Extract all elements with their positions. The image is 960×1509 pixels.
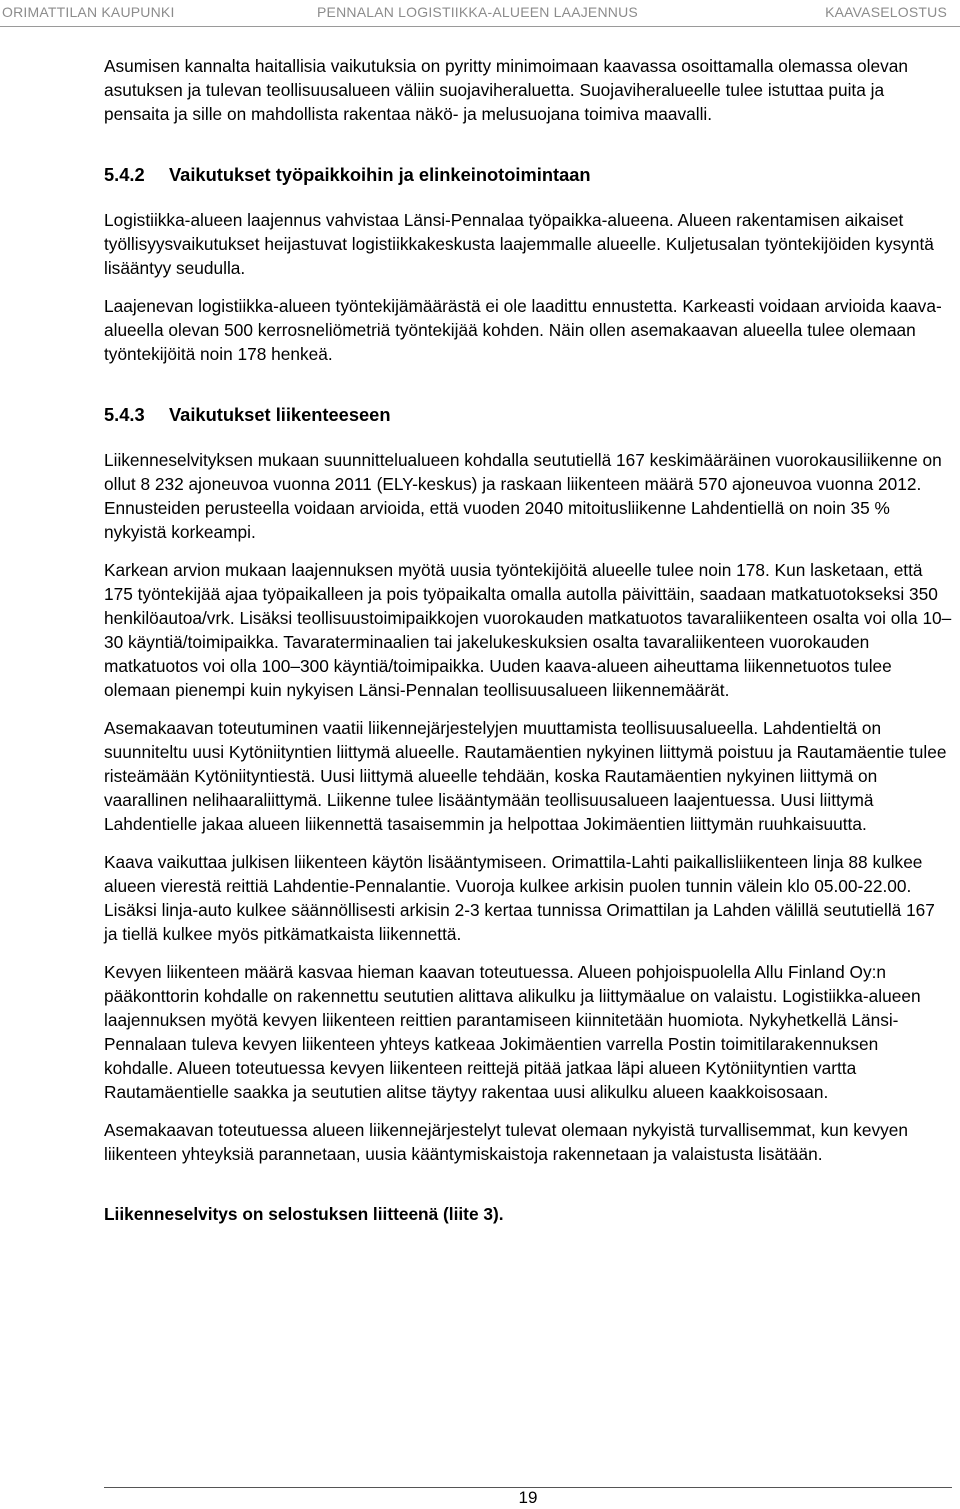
paragraph: Liikenneselvityksen mukaan suunnittelualueen kohdalla seututiellä 167 keskimääräinen vuorokausiliikenne on ollut 8 232 ajoneuvoa vuonna 2011 (ELY-keskus) ja raskaan liikenteen määrä 570 ajoneuvoa vuonna 2012. Ennusteiden perusteella voidaan arvioida, että vuoden 2040 mitoitusliikenne Lahdentiellä on noin 35 % nykyistä korkeampi. (104, 450, 942, 542)
section-number: 5.4.2 (104, 164, 145, 185)
paragraph: Asemakaavan toteutuessa alueen liikennejärjestelyt tulevat olemaan nykyistä turvallisemmat, kun kevyen liikenteen yhteyksiä parannetaan, uusia kääntymiskaistoja rakennetaan ja valaistusta lisätään. (104, 1120, 908, 1164)
page-header (0, 0, 960, 27)
section-title: Vaikutukset työpaikkoihin ja elinkeinotoimintaan (169, 164, 591, 185)
appendix-note: Liikenneselvitys on selostuksen liitteenä (liite 3). (104, 1204, 504, 1224)
paragraph: Karkean arvion mukaan laajennuksen myötä uusia työntekijöitä alueelle tulee noin 178. Kun lasketaan, että 175 työntekijää ajaa työpaikalleen ja pois työpaikalta omalla autolla päivittäin, saadaan matkatuotokseksi 350 henkilöautoa/vrk. Lisäksi teollisuustoimipaikkojen vuorokauden matkatuotos tavaraliikenteen osalta voi olla 10–30 käyntiä/toimipaikka. Tavaraterminaalien tai jakelukeskuksien osalta tavaraliikenteen vuorokauden matkatuotos voi olla 100–300 käyntiä/toimipaikka. Uuden kaava-alueen aiheuttama liikennetuotos tulee olemaan pienempi kuin nykyisen Länsi-Pennalan teollisuusalueen liikennemäärät. (104, 560, 952, 700)
intro-paragraph: Asumisen kannalta haitallisia vaikutuksia on pyritty minimoimaan kaavassa osoittamalla olemassa olevan asutuksen ja tulevan teollisuusalueen väliin suojaviheraluetta. Suojaviheralueelle tulee istuttaa puita ja pensaita ja sille on mahdollista rakentaa näkö- ja melusuojana toimiva maavalli. (104, 56, 908, 124)
paragraph: Asemakaavan toteutuminen vaatii liikennejärjestelyjen muuttamista teollisuusalueella. Lahdentieltä on suunniteltu uusi Kytöniityntien liittymä alueelle. Rautamäentien nykyinen liittymä poistuu ja Rautamäentie tulee risteämään Kytöniityntiestä. Uusi liittymä alueelle tehdään, koska Rautamäentien nykyinen liittymä on vaarallinen nelihaaraliittymä. Liikenne tulee lisääntymään teollisuusalueen laajentuessa. Uusi liittymä Lahdentielle jakaa alueen liikennettä tasaisemmin ja helpottaa Jokimäentien liittymän ruuhkaisuutta. (104, 718, 947, 834)
section-title: Vaikutukset liikenteeseen (169, 404, 391, 425)
paragraph: Kaava vaikuttaa julkisen liikenteen käytön lisääntymiseen. Orimattila-Lahti paikallisliikenteen linja 88 kulkee alueen vierestä reittiä Lahdentie-Pennalantie. Vuoroja kulkee arkisin puolen tunnin välein klo 05.00-22.00. Lisäksi linja-auto kulkee säännöllisesti arkisin 2-3 kertaa tunnissa Orimattilan ja Lahden välillä seututiellä 167 ja tiellä kulkee myös pitkämatkaista liikennettä. (104, 852, 935, 944)
paragraph: Kevyen liikenteen määrä kasvaa hieman kaavan toteutuessa. Alueen pohjoispuolella Allu Finland Oy:n pääkonttorin kohdalle on rakennettu seututien alittava alikulku ja liittymäalue on valaistu. Logistiikka-alueen laajennuksen myötä kevyen liikenteen reittien parantamiseen kiinnitetään huomiota. Nykyhetkellä Länsi-Pennalaan tuleva kevyen liikenteen yhteys katkeaa Jokimäentien varrella Postin toimitilarakennuksen kohdalle. Alueen toteutuessa kevyen liikenteen reittejä pitää jatkaa läpi alueen Kytöniityntien vartta Rautamäentielle saakka ja seututien alitse täytyy rakentaa uusi alikulku alueen kaakkoisosaan. (104, 962, 921, 1102)
paragraph: Logistiikka-alueen laajennus vahvistaa Länsi-Pennalaa työpaikka-alueena. Alueen rakentamisen aikaiset työllisyysvaikutukset heijastuvat logistiikkakeskusta laajemmalle alueelle. Kuljetusalan työntekijöiden kysyntä lisääntyy seudulla. (104, 210, 934, 278)
section-number: 5.4.3 (104, 404, 145, 425)
paragraph: Laajenevan logistiikka-alueen työntekijämäärästä ei ole laadittu ennustetta. Karkeasti voidaan arvioida kaava-alueella olevan 500 kerrosneliömetriä työntekijää kohden. Näin ollen asemakaavan alueella tulee olemaan työntekijöitä noin 178 henkeä. (104, 296, 942, 364)
header-organization: ORIMATTILAN KAUPUNKI (2, 4, 175, 20)
page-body (104, 54, 952, 1240)
section-heading-5-4-3 (104, 403, 952, 427)
header-document-type: KAAVASELOSTUS (825, 4, 947, 20)
header-document-title: PENNALAN LOGISTIIKKA-ALUEEN LAAJENNUS (317, 4, 638, 20)
section-heading-5-4-2 (104, 163, 952, 187)
page-number: 19 (518, 1488, 538, 1507)
